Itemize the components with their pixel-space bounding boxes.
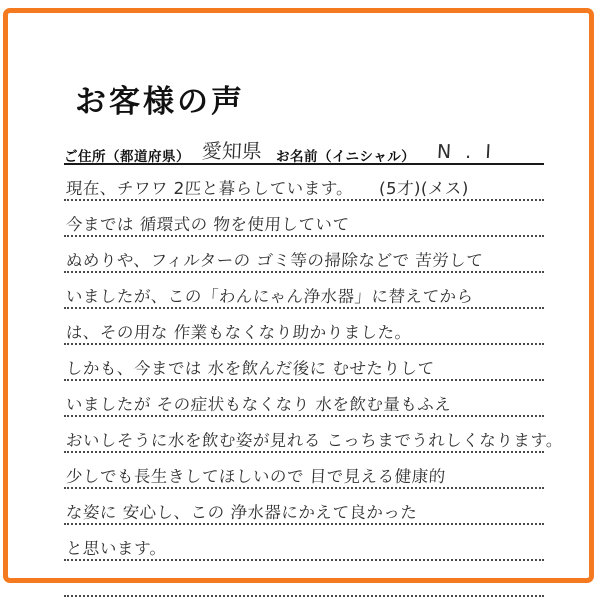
handwritten-text: 現在、チワワ 2匹と暮らしています。 (5才)(メス)	[65, 179, 470, 198]
name-value-handwritten: N . I	[436, 141, 496, 163]
address-value-handwritten: 愛知県	[201, 139, 263, 163]
testimonial-line	[64, 309, 544, 345]
handwritten-text: と思います。	[65, 539, 168, 558]
form-header-row	[64, 138, 546, 163]
testimonial-line	[64, 201, 544, 237]
handwritten-text: 少しでも長生きしてほしいので 目で見える健康的	[65, 467, 447, 486]
page-title: お客様の声	[75, 84, 245, 119]
handwritten-text: な姿に 安心し、この 浄水器にかえて良かった	[65, 503, 418, 522]
handwritten-text: は、その用な 作業もなくなり助かりました。	[65, 323, 413, 342]
handwritten-text: 今までは 循環式の 物を使用していて	[65, 215, 350, 234]
handwritten-text: おいしそうに水を飲む姿が見れる こっちまでうれしくなります。	[65, 431, 564, 450]
testimonial-line	[64, 453, 544, 489]
testimonial-line	[64, 345, 544, 381]
testimonial-body	[64, 163, 564, 597]
address-label: ご住所（都道府県）	[64, 149, 190, 164]
testimonial-line	[64, 489, 544, 525]
testimonial-line	[64, 273, 544, 309]
handwritten-text: しかも、今までは 水を飲んだ後に むせたりして	[65, 359, 435, 378]
testimonial-line-empty	[64, 561, 544, 597]
testimonial-line	[64, 237, 544, 273]
handwritten-text: ぬめりや、フィルターの ゴミ等の掃除などで 苦労して	[65, 251, 484, 270]
testimonial-line	[64, 165, 544, 201]
testimonial-line	[64, 525, 544, 561]
testimonial-line	[64, 381, 544, 417]
testimonial-line	[64, 417, 564, 453]
name-label: お名前（イニシャル）	[276, 149, 416, 164]
handwritten-text: いましたが、この「わんにゃん浄水器」に替えてから	[65, 287, 475, 306]
handwritten-text: いましたが その症状もなくなり 水を飲む量もふえ	[65, 395, 452, 414]
